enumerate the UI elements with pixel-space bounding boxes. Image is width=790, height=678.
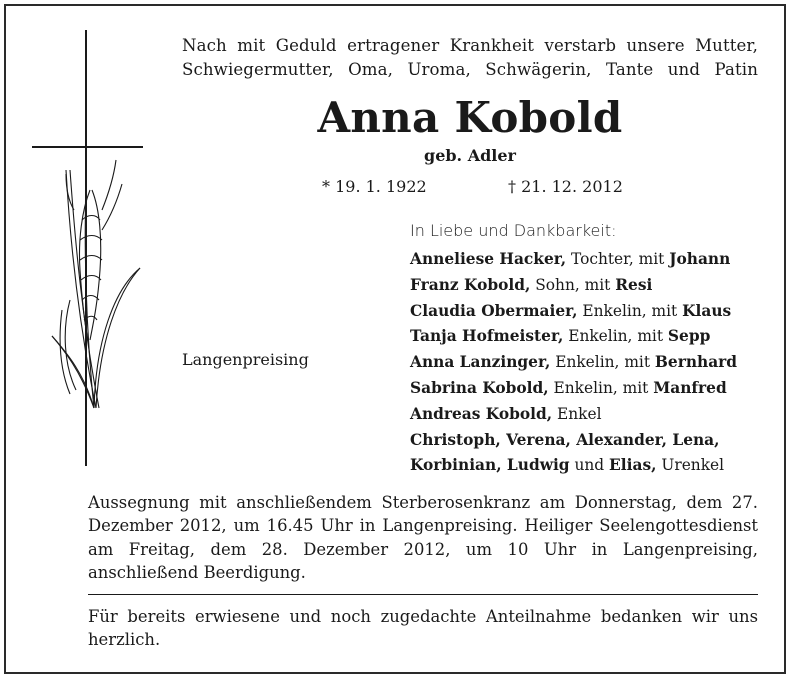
mourner-relation: Enkelin, mit (550, 353, 655, 372)
mourner-name: Klaus (682, 301, 732, 320)
mourner-line (410, 350, 770, 376)
mourner-line (410, 247, 770, 273)
mourner-name: Tanja Hofmeister, (410, 327, 564, 346)
mourner-name: Christoph, Verena, Alexander, Lena, (410, 430, 720, 449)
wheat-ear-icon (44, 150, 144, 415)
mourner-name: Sepp (667, 327, 711, 346)
thanks-heading: In Liebe und Dankbarkeit: (410, 221, 617, 240)
mourner-relation: Tochter, mit (566, 250, 670, 268)
mourner-relation: Enkelin, mit (577, 301, 683, 320)
mourner-line (410, 453, 770, 479)
mourner-relation: Enkel (552, 404, 602, 423)
intro-text (182, 34, 758, 82)
mourner-name: Johann (669, 250, 731, 268)
mourner-name: Sabrina Kobold, (410, 378, 549, 397)
divider-line (88, 594, 758, 595)
closing-text: Für bereits erwiesene und noch zugedachte Anteilnahme bedanken wir uns herzlich. (88, 607, 758, 650)
mourners-list (410, 247, 770, 479)
deceased-name: Anna Kobold (317, 93, 623, 142)
mourner-relation: Urenkel (656, 456, 725, 475)
mourner-name: Andreas Kobold, (410, 404, 553, 423)
intro-line-2: Schwiegermutter, Oma, Uroma, Schwägerin, Tante und Patin (182, 60, 758, 79)
mourner-line (410, 324, 770, 350)
intro-line-1: Nach mit Geduld ertragener Krankheit verstarb unsere Mutter, (182, 36, 758, 55)
mourner-line (410, 299, 770, 325)
mourner-name: Resi (615, 275, 653, 294)
funeral-details: Aussegnung mit anschließendem Sterberosenkranz am Donnerstag, dem 27. Dezember 2012, um 16.45 Uhr in Langenpreising. Heiliger Seelengottesdienst am Freitag, dem 28. Dezember 2012, um 10 Uhr in Langenpreising, anschließend Beerdigung. (88, 493, 758, 583)
mourner-name: Elias, (609, 456, 657, 475)
mourner-name: Claudia Obermaier, (410, 301, 578, 320)
mourner-relation: Enkelin, mit (563, 327, 668, 346)
mourner-name: Korbinian, Ludwig (410, 456, 570, 475)
cross-horizontal-bar (32, 146, 143, 148)
mourner-name: Anna Lanzinger, (410, 353, 551, 372)
mourner-relation: Enkelin, mit (548, 378, 654, 397)
mourner-line (410, 402, 770, 428)
mourner-name: Franz Kobold, (410, 275, 531, 294)
mourner-name: Anneliese Hacker, (410, 250, 567, 268)
mourner-relation: und (569, 456, 610, 475)
mourner-line (410, 273, 770, 299)
mourner-name: Manfred (653, 378, 727, 397)
mourner-line (410, 376, 770, 402)
maiden-name: geb. Adler (424, 146, 516, 165)
mourner-relation: Sohn, mit (530, 275, 616, 294)
mourner-name: Bernhard (654, 353, 738, 372)
place-name: Langenpreising (182, 350, 309, 369)
mourner-line (410, 428, 770, 454)
birth-date: * 19. 1. 1922 (322, 177, 427, 196)
death-date: † 21. 12. 2012 (508, 177, 623, 196)
